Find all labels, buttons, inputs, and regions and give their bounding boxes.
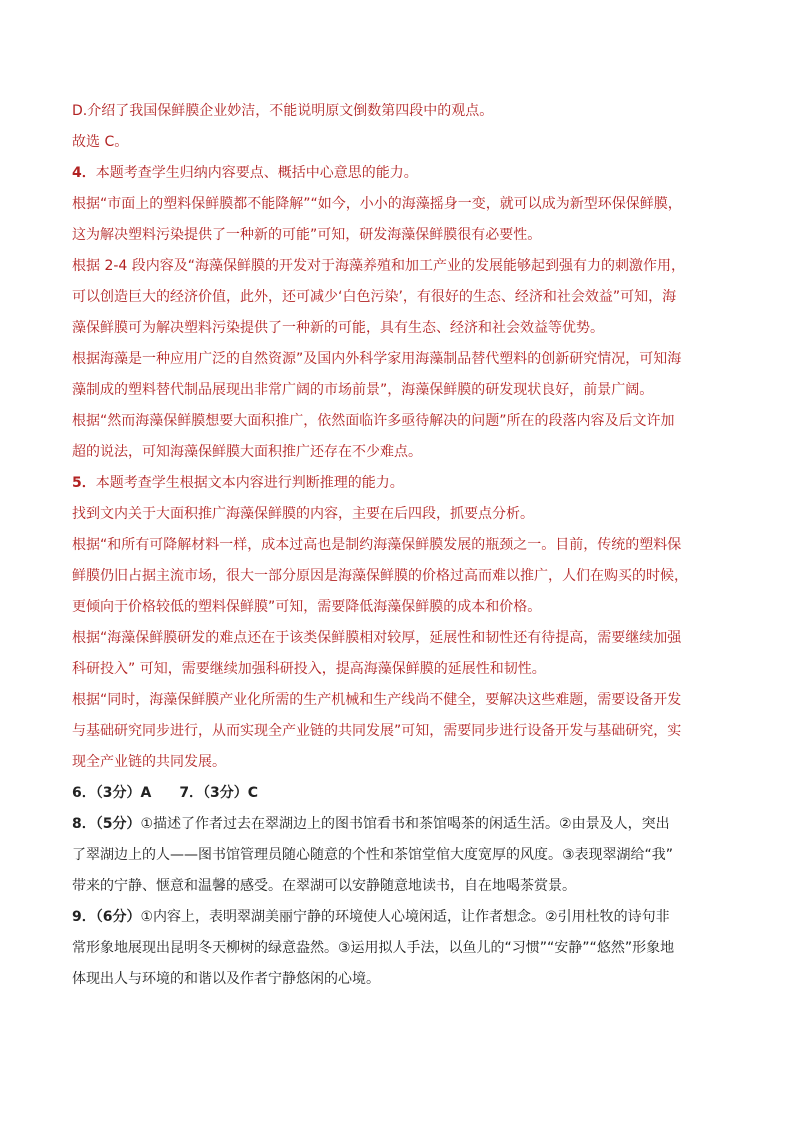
q4-para-3-line-2: 藻制成的塑料替代制品展现出非常广阔的市场前景”，海藻保鲜膜的研发现状良好，前景广阔。 xyxy=(72,382,654,398)
q5-para-1-line-1: 找到文内关于大面积推广海藻保鲜膜的内容，主要在后四段，抓要点分析。 xyxy=(72,506,534,522)
q4-para-2-line-3: 藻保鲜膜可为解决塑料污染提供了一种新的可能，具有生态、经济和社会效益等优势。 xyxy=(72,320,604,336)
q9-line-1-text: ①内容上，表明翠湖美丽宁静的环境使人心境闲适，让作者想念。②引用杜牧的诗句非 xyxy=(140,909,670,925)
q3-option-d-line: D.介绍了我国保鲜膜企业妙洁，不能说明原文倒数第四段中的观点。 xyxy=(72,103,494,119)
q5-para-3-line-1: 根据“海藻保鲜膜研发的难点还在于该类保鲜膜相对较厚，延展性和韧性还有待提高，需要继续加强 xyxy=(72,630,682,646)
q5-para-2-line-2: 鲜膜仍旧占据主流市场，很大一部分原因是海藻保鲜膜的价格过高而难以推广，人们在购买的时候， xyxy=(72,568,688,584)
q5-intro: 本题考查学生根据文本内容进行判断推理的能力。 xyxy=(95,475,404,491)
q4-paragraphs xyxy=(72,189,722,468)
q4-intro: 本题考查学生归纳内容要点、概括中心意思的能力。 xyxy=(95,165,418,181)
q3-answer-line: 故选 C。 xyxy=(72,134,129,150)
q6-q7-answers: 6．（3分）A 7．（3分）C xyxy=(72,785,259,801)
q4-number: 4． xyxy=(72,165,96,181)
q5-para-4-line-3: 现全产业链的共同发展。 xyxy=(72,754,226,770)
q8-line-1-text: ①描述了作者过去在翠湖边上的图书馆看书和茶馆喝茶的闲适生活。②由景及人，突出 xyxy=(140,816,670,832)
q4-para-4-line-2: 超的说法，可知海藻保鲜膜大面积推广还存在不少难点。 xyxy=(72,444,422,460)
q5-para-2-line-3: 更倾向于价格较低的塑料保鲜膜”可知，需要降低海藻保鲜膜的成本和价格。 xyxy=(72,599,542,615)
q9-line-3: 体现出人与环境的和谐以及作者宁静悠闲的心境。 xyxy=(72,971,380,987)
q5-paragraphs xyxy=(72,499,722,778)
q5-para-4-line-2: 与基础研究同步进行，从而实现全产业链的共同发展”可知，需要同步进行设备开发与基础研究，实 xyxy=(72,723,682,739)
q4-para-2-line-2: 可以创造巨大的经济价值，此外，还可减少‘白色污染’，有很好的生态、经济和社会效益”可知，海 xyxy=(72,289,677,305)
q8-line-3: 带来的宁静、惬意和温馨的感受。在翠湖可以安静随意地读书，自在地喝茶赏景。 xyxy=(72,878,576,894)
q4-para-2-line-1: 根据 2-4 段内容及“海藻保鲜膜的开发对于海藻养殖和加工产业的发展能够起到强有力的刺激作用， xyxy=(72,258,686,274)
q9-line-1 xyxy=(72,902,722,933)
q4-para-3-line-1: 根据海藻是一种应用广泛的自然资源”及国内外科学家用海藻制品替代塑料的创新研究情况，可知海 xyxy=(72,351,682,367)
q4-para-4-line-1: 根据“然而海藻保鲜膜想要大面积推广，依然面临许多亟待解决的问题”所在的段落内容及后文许加 xyxy=(72,413,675,429)
q5-para-4-line-1: 根据“同时，海藻保鲜膜产业化所需的生产机械和生产线尚不健全，要解决这些难题，需要设备开发 xyxy=(72,692,682,708)
q8-line-2: 了翠湖边上的人——图书馆管理员随心随意的个性和茶馆堂倌大度宽厚的风度。③表现翠湖给“我” xyxy=(72,847,674,863)
q9-lead: 9．（6分） xyxy=(72,909,141,925)
q8-lead: 8．（5分） xyxy=(72,816,141,832)
q4-para-1-line-1: 根据“市面上的塑料保鲜膜都不能降解”“如今，小小的海藻摇身一变，就可以成为新型环保保鲜膜， xyxy=(72,196,682,212)
q5-number: 5． xyxy=(72,475,96,491)
q9-answer xyxy=(72,902,722,995)
q8-answer xyxy=(72,809,722,902)
answer-analysis-content xyxy=(72,96,722,995)
q5-para-2-line-1: 根据“和所有可降解材料一样，成本过高也是制约海藻保鲜膜发展的瓶颈之一。目前，传统的塑料保 xyxy=(72,537,682,553)
q4-para-1-line-2: 这为解决塑料污染提供了一种新的可能”可知，研发海藻保鲜膜很有必要性。 xyxy=(72,227,542,243)
q5-para-3-line-2: 科研投入” 可知，需要继续加强科研投入，提高海藻保鲜膜的延展性和韧性。 xyxy=(72,661,546,677)
q5-heading xyxy=(72,468,722,499)
q4-heading xyxy=(72,158,722,189)
q8-line-1 xyxy=(72,809,722,840)
q9-line-2: 常形象地展现出昆明冬天柳树的绿意盎然。③运用拟人手法，以鱼儿的“习惯”“安静”“悠然”形象地 xyxy=(72,940,675,956)
